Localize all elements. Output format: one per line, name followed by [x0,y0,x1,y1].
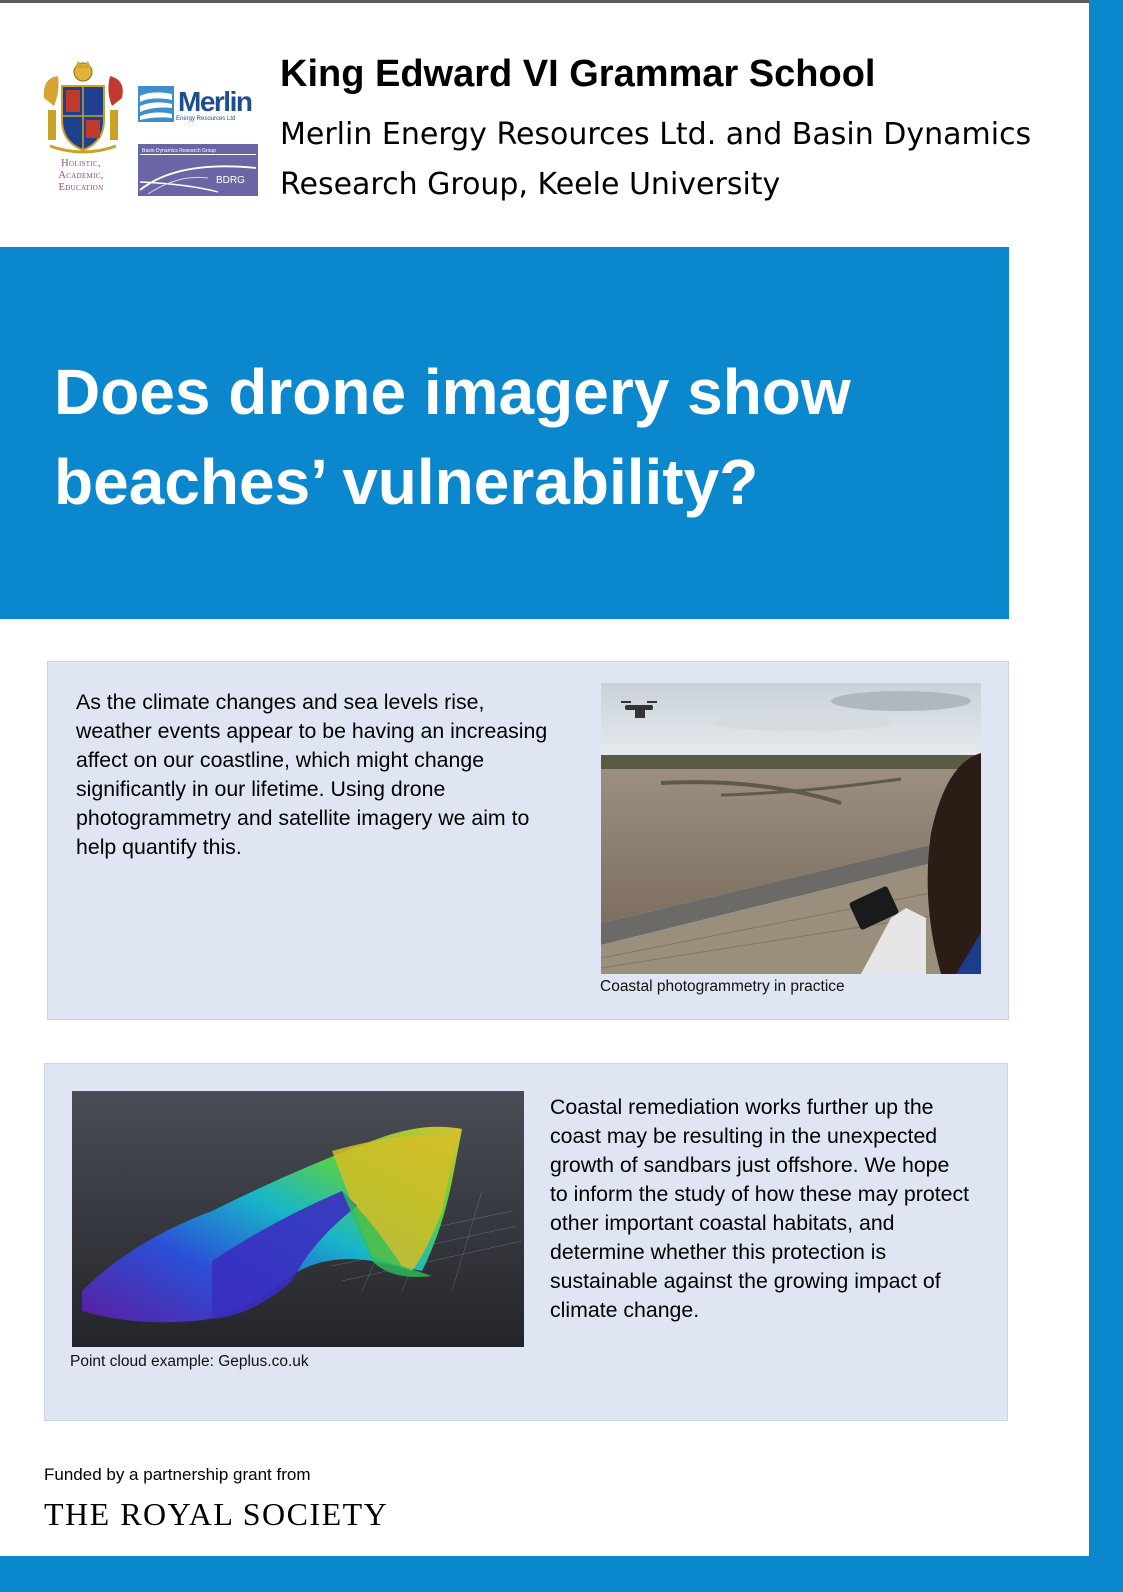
intro-text: As the climate changes and sea levels rise, weather events appear to be having an increasing affect on our coastline, which might change significantly in our lifetime. Using drone photogrammetry and satellite imagery we aim to help quantify this. [76,690,548,859]
research-text: Coastal remediation works further up the coast may be resulting in the unexpected growth of sandbars just offshore. We hope to inform the study of how these may protect other important coastal habitats, and determine whether this protection is sustainable against the growing impact of climate change. [550,1095,970,1322]
funder-wordmark: THE ROYAL SOCIETY [44,1496,389,1532]
merlin-logo-word: Merlin [178,86,252,117]
photo-caption: Coastal photogrammetry in practice [600,978,845,995]
bdrg-logo-header: Basin Dynamics Research Group [142,148,216,154]
point-cloud-image [72,1091,524,1347]
merlin-logo-subtitle: Energy Resources Ltd [176,116,236,122]
funding-note: Funded by a partnership grant from [44,1465,311,1484]
poster-title: Does drone imagery show beaches’ vulnerability? [54,356,851,518]
school-name: King Edward VI Grammar School [280,53,876,95]
bdrg-logo [138,144,258,196]
partner-organisations: Merlin Energy Resources Ltd. and Basin Dynamics Research Group, Keele University [280,117,1032,202]
bottom-accent-bar [0,1556,1123,1592]
point-cloud-caption: Point cloud example: Geplus.co.uk [70,1353,309,1370]
top-rule [0,0,1123,3]
right-accent-bar [1089,0,1123,1592]
school-crest-icon [40,58,126,158]
crest-motto: Holistic, Academic, Education [58,158,104,193]
drone-photo-image [601,683,981,974]
bdrg-logo-word: BDRG [216,175,245,186]
